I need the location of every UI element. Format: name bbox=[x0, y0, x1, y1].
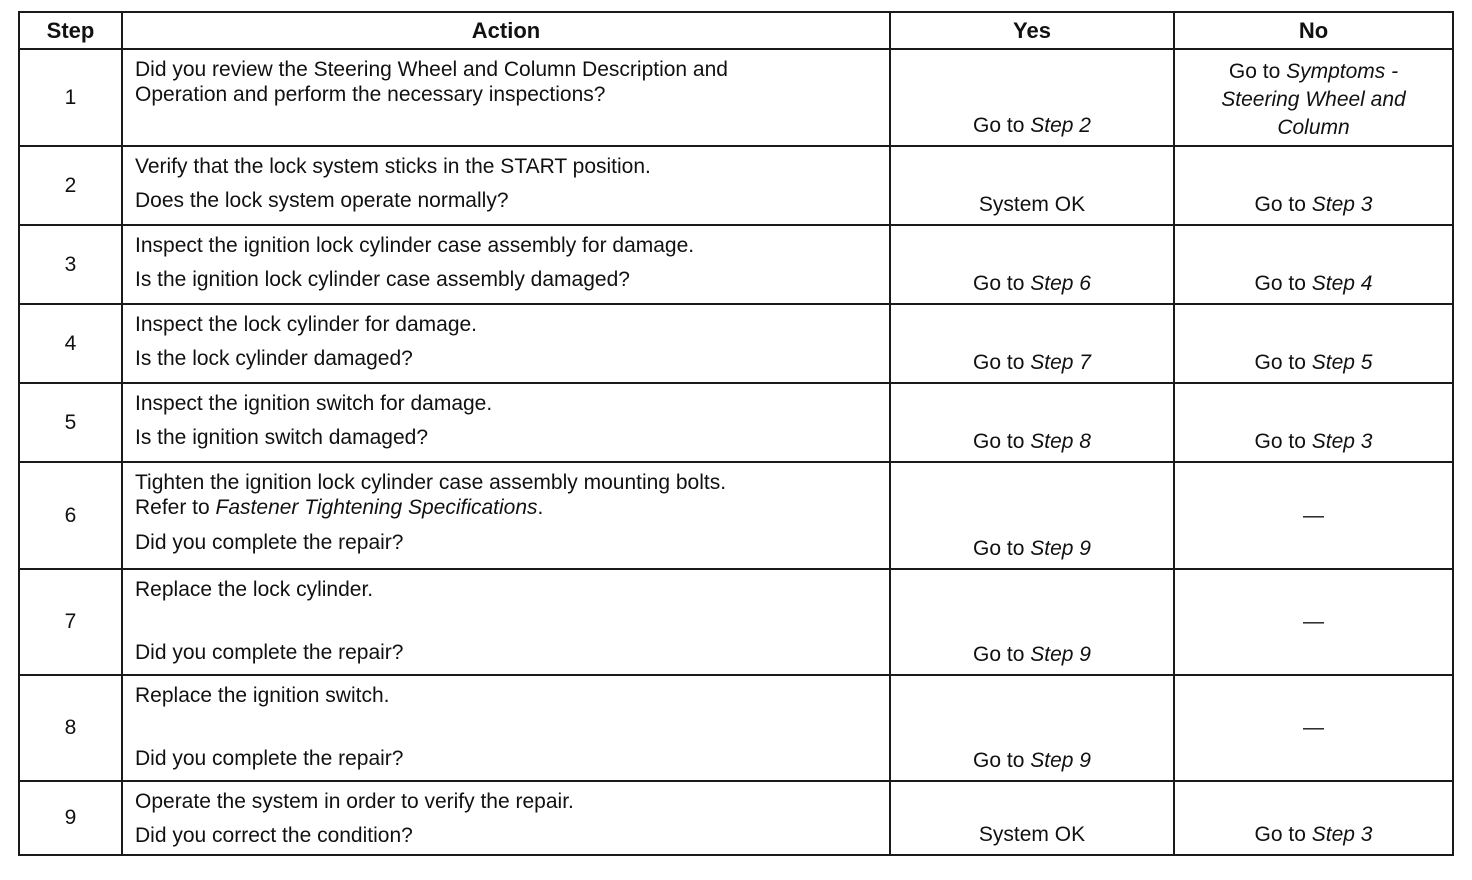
no-prefix: Go to bbox=[1254, 430, 1312, 453]
step-number: 3 bbox=[19, 225, 122, 304]
action-cell bbox=[122, 146, 890, 225]
step-number: 7 bbox=[19, 569, 122, 675]
yes-prefix: Go to bbox=[973, 537, 1031, 560]
step-number: 2 bbox=[19, 146, 122, 225]
question-text: Did you complete the repair? bbox=[135, 747, 404, 770]
no-symptoms-link: Symptoms - bbox=[1286, 60, 1399, 83]
action-cell bbox=[122, 781, 890, 855]
table-header-row bbox=[19, 12, 1453, 49]
no-dash: — bbox=[1303, 503, 1324, 527]
step-number: 6 bbox=[19, 462, 122, 569]
action-text: Did you review the Steering Wheel and Column Description and bbox=[135, 58, 728, 81]
yes-cell bbox=[890, 569, 1174, 675]
yes-cell bbox=[890, 462, 1174, 569]
step-number: 9 bbox=[19, 781, 122, 855]
no-step-link: Step 5 bbox=[1311, 351, 1373, 374]
no-cell bbox=[1174, 49, 1453, 146]
yes-cell bbox=[890, 383, 1174, 462]
no-cell bbox=[1174, 569, 1453, 675]
yes-result: System OK bbox=[978, 823, 1086, 846]
header-yes: Yes bbox=[890, 12, 1174, 49]
refer-line bbox=[135, 495, 879, 520]
table-row bbox=[19, 569, 1453, 675]
no-cell bbox=[1174, 462, 1453, 569]
no-cell bbox=[1174, 304, 1453, 383]
table-row bbox=[19, 675, 1453, 781]
action-cell bbox=[122, 383, 890, 462]
no-step-link: Step 3 bbox=[1311, 193, 1373, 216]
no-prefix: Go to bbox=[1228, 60, 1287, 83]
instruction-text: Inspect the ignition switch for damage. bbox=[135, 392, 493, 415]
yes-step-link: Step 2 bbox=[1030, 114, 1091, 137]
step-number: 5 bbox=[19, 383, 122, 462]
no-cell bbox=[1174, 675, 1453, 781]
no-cell bbox=[1174, 225, 1453, 304]
header-step: Step bbox=[19, 12, 122, 49]
no-dash: — bbox=[1303, 716, 1324, 739]
question-text: Does the lock system operate normally? bbox=[135, 189, 509, 212]
action-cell bbox=[122, 462, 890, 569]
question-text: Did you complete the repair? bbox=[135, 641, 404, 664]
table-row bbox=[19, 781, 1453, 855]
question-text: Is the ignition lock cylinder case assembly damaged? bbox=[135, 268, 630, 291]
question-text: Is the ignition switch damaged? bbox=[135, 426, 429, 449]
table-row bbox=[19, 49, 1453, 146]
yes-cell bbox=[890, 781, 1174, 855]
no-symptoms-link: Column bbox=[1277, 116, 1350, 139]
table-row bbox=[19, 462, 1453, 569]
no-cell bbox=[1174, 146, 1453, 225]
instruction-text: Inspect the lock cylinder for damage. bbox=[135, 313, 478, 336]
diagnostic-table bbox=[18, 11, 1454, 856]
action-cell bbox=[122, 569, 890, 675]
question-text: Is the lock cylinder damaged? bbox=[135, 347, 413, 370]
yes-result: System OK bbox=[978, 193, 1086, 216]
action-cell bbox=[122, 675, 890, 781]
instruction-text: Verify that the lock system sticks in the START position. bbox=[135, 155, 651, 178]
no-cell bbox=[1174, 383, 1453, 462]
yes-step-link: Step 7 bbox=[1030, 351, 1091, 374]
table-row bbox=[19, 146, 1453, 225]
yes-cell bbox=[890, 49, 1174, 146]
action-cell bbox=[122, 304, 890, 383]
table-row bbox=[19, 225, 1453, 304]
question-text: Did you complete the repair? bbox=[135, 531, 404, 554]
yes-step-link: Step 8 bbox=[1030, 430, 1091, 453]
no-prefix: Go to bbox=[1254, 272, 1312, 295]
instruction-text: Tighten the ignition lock cylinder case assembly mounting bolts. bbox=[135, 471, 727, 494]
yes-prefix: Go to bbox=[973, 351, 1031, 374]
question-text: Did you correct the condition? bbox=[135, 824, 413, 847]
yes-prefix: Go to bbox=[973, 643, 1031, 666]
step-number: 4 bbox=[19, 304, 122, 383]
no-step-link: Step 3 bbox=[1311, 430, 1373, 453]
instruction-text: Replace the lock cylinder. bbox=[135, 578, 374, 601]
fastener-specs-link: Fastener Tightening Specifications bbox=[215, 496, 538, 519]
step-number: 8 bbox=[19, 675, 122, 781]
no-prefix: Go to bbox=[1254, 823, 1312, 846]
yes-step-link: Step 9 bbox=[1030, 749, 1091, 772]
yes-cell bbox=[890, 146, 1174, 225]
yes-cell bbox=[890, 225, 1174, 304]
yes-step-link: Step 6 bbox=[1030, 272, 1091, 295]
action-cell bbox=[122, 49, 890, 146]
table-row bbox=[19, 383, 1453, 462]
instruction-text: Replace the ignition switch. bbox=[135, 684, 390, 707]
header-no: No bbox=[1174, 12, 1453, 49]
yes-prefix: Go to bbox=[973, 430, 1031, 453]
no-dash: — bbox=[1303, 610, 1324, 633]
no-step-link: Step 3 bbox=[1311, 823, 1373, 846]
yes-step-link: Step 9 bbox=[1030, 537, 1091, 560]
no-step-link: Step 4 bbox=[1311, 272, 1373, 295]
instruction-text: Inspect the ignition lock cylinder case assembly for damage. bbox=[135, 234, 695, 257]
header-action: Action bbox=[122, 12, 890, 49]
action-text: Operation and perform the necessary inspections? bbox=[135, 83, 606, 106]
no-prefix: Go to bbox=[1254, 193, 1312, 216]
no-prefix: Go to bbox=[1254, 351, 1312, 374]
yes-cell bbox=[890, 675, 1174, 781]
refer-prefix: Refer to bbox=[135, 496, 216, 519]
yes-prefix: Go to bbox=[973, 272, 1031, 295]
table-row bbox=[19, 304, 1453, 383]
yes-cell bbox=[890, 304, 1174, 383]
no-symptoms-link: Steering Wheel and bbox=[1221, 88, 1406, 111]
yes-prefix: Go to bbox=[973, 749, 1031, 772]
step-number: 1 bbox=[19, 49, 122, 146]
refer-suffix: . bbox=[537, 496, 544, 519]
yes-prefix: Go to bbox=[973, 114, 1031, 137]
action-cell bbox=[122, 225, 890, 304]
no-cell bbox=[1174, 781, 1453, 855]
instruction-text: Operate the system in order to verify the repair. bbox=[135, 790, 574, 813]
yes-step-link: Step 9 bbox=[1030, 643, 1091, 666]
